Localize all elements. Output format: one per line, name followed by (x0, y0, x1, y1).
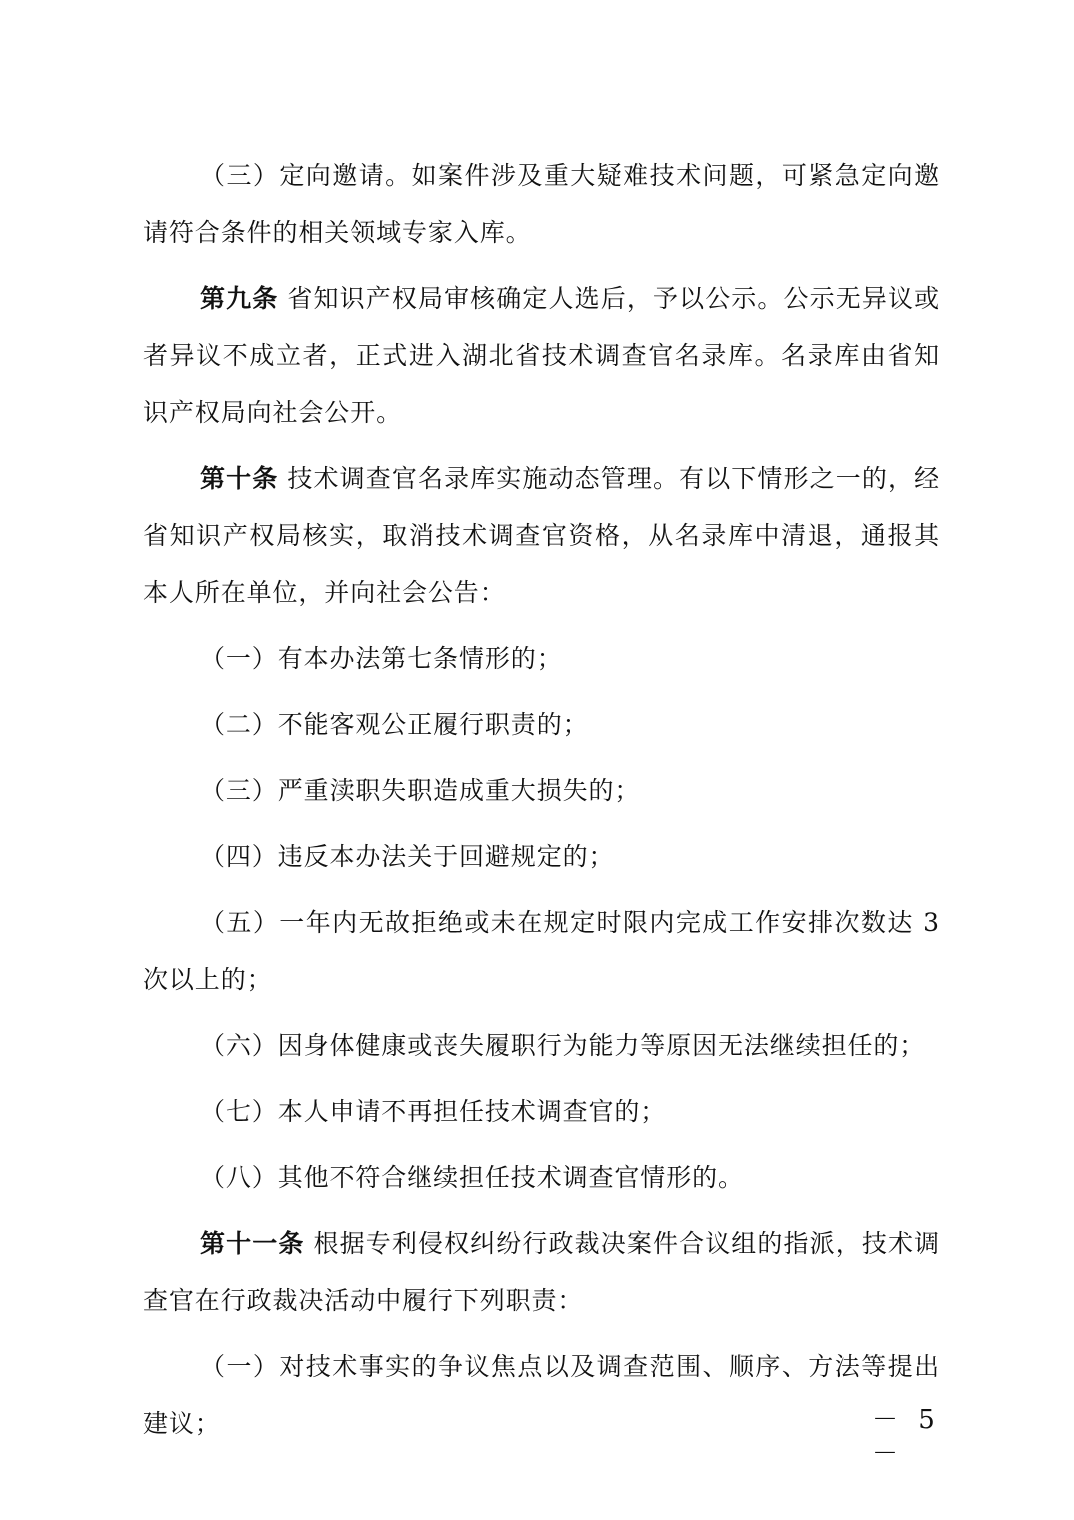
paragraph-text: （五）一年内无故拒绝或未在规定时限内完成工作安排次数达 3 次以上的； (143, 908, 940, 994)
article-label: 第十一条 (200, 1229, 305, 1258)
paragraph-text: （六）因身体健康或丧失履职行为能力等原因无法继续担任的； (200, 1031, 926, 1060)
list-item (143, 1149, 940, 1206)
paragraph-text: （二）不能客观公正履行职责的； (200, 710, 589, 739)
article-label: 第九条 (200, 284, 279, 313)
list-item (143, 1083, 940, 1140)
paragraph-text: （八）其他不符合继续担任技术调查官情形的。 (200, 1163, 744, 1192)
list-item (143, 696, 940, 753)
list-item (143, 828, 940, 885)
body-text (143, 147, 940, 1461)
paragraph-text: 省知识产权局审核确定人选后，予以公示。公示无异议或者异议不成立者，正式进入湖北省技术调查官名录库。名录库由省知识产权局向社会公开。 (143, 284, 940, 427)
article-label: 第十条 (200, 464, 279, 493)
list-item (143, 630, 940, 687)
article-10 (143, 450, 940, 621)
paragraph-directed-invitation (143, 147, 940, 261)
paragraph-text: （三）定向邀请。如案件涉及重大疑难技术问题，可紧急定向邀请符合条件的相关领域专家入库。 (143, 161, 940, 247)
list-item (143, 1017, 940, 1074)
article-11 (143, 1215, 940, 1329)
list-item (143, 762, 940, 819)
paragraph-text: （一）对技术事实的争议焦点以及调查范围、顺序、方法等提出建议； (143, 1352, 940, 1438)
paragraph-text: 技术调查官名录库实施动态管理。有以下情形之一的，经省知识产权局核实，取消技术调查官资格，从名录库中清退，通报其本人所在单位，并向社会公告： (143, 464, 940, 607)
paragraph-text: 根据专利侵权纠纷行政裁决案件合议组的指派，技术调查官在行政裁决活动中履行下列职责： (143, 1229, 940, 1315)
paragraph-text: （七）本人申请不再担任技术调查官的； (200, 1097, 667, 1126)
paragraph-text: （三）严重渎职失职造成重大损失的； (200, 776, 641, 805)
list-item (143, 894, 940, 1008)
paragraph-text: （一）有本办法第七条情形的； (200, 644, 563, 673)
page-number: － 5 － (872, 1405, 941, 1469)
paragraph-text: （四）违反本办法关于回避规定的； (200, 842, 615, 871)
article-9 (143, 270, 940, 441)
list-item (143, 1338, 940, 1452)
